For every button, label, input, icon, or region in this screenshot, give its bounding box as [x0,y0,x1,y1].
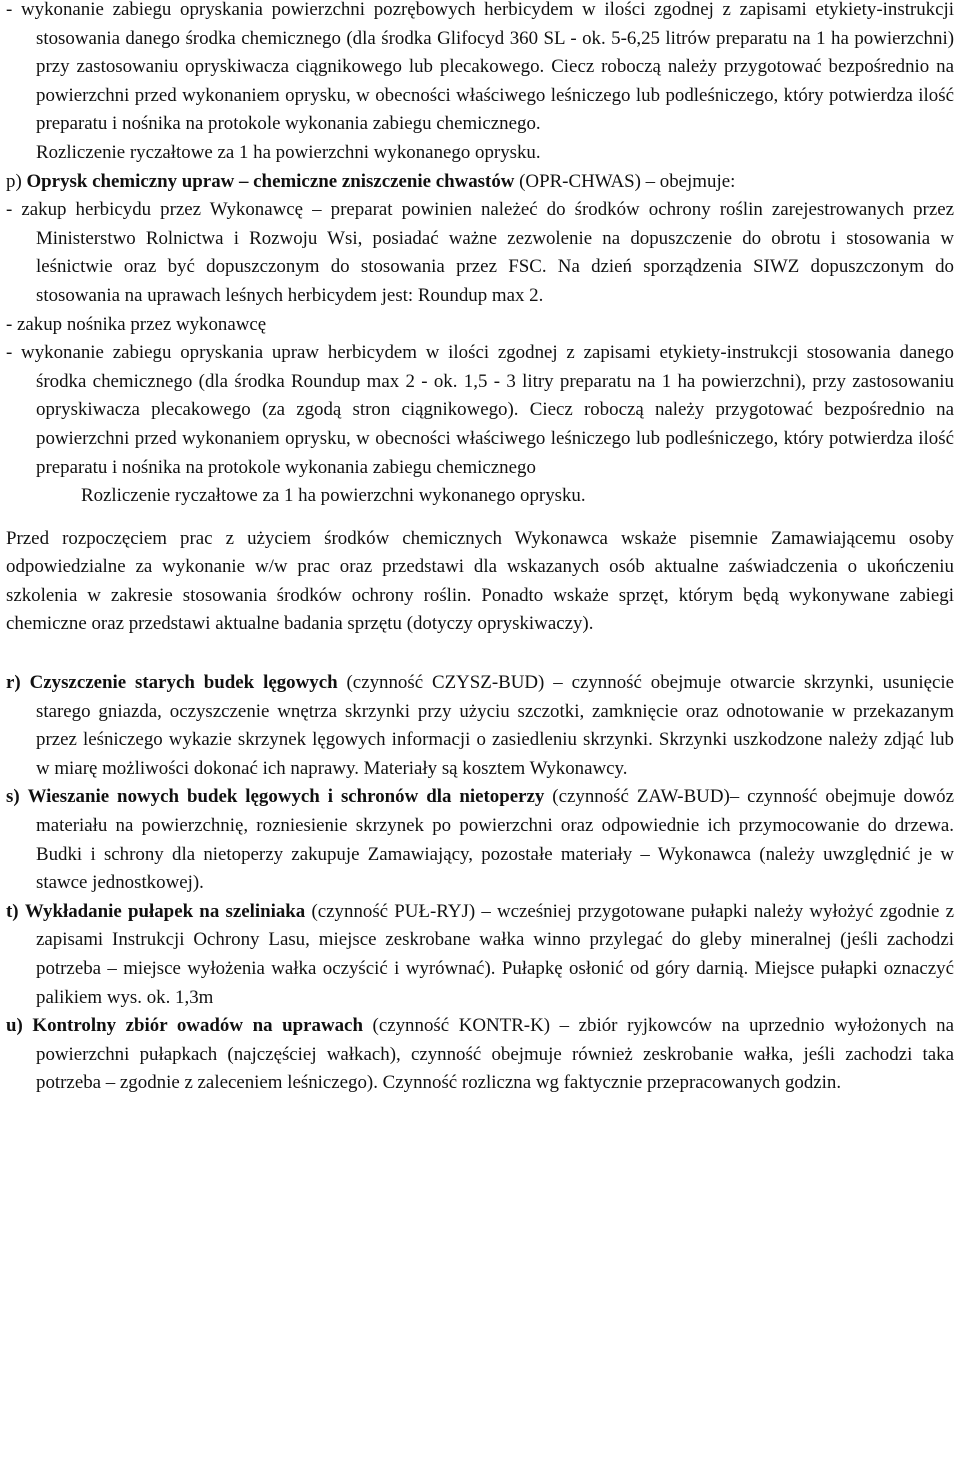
section-s-body: (czynność ZAW-BUD)– czynność obejmuje dowóz materiału na powierzchnię, rozniesienie skrzynek po powierzchni oraz odpowiednie ich przymocowanie do drzewa. Budki i schrony dla nietoperzy zakupuje Zamawiający, pozostałe materiały – Wykonawca (należy uwzględnić je w stawce jednostkowej). [36,786,954,894]
paragraph-glifocyd-spraying: - wykonanie zabiegu opryskania powierzchni pozrębowych herbicydem w ilości zgodnej z zapisami etykiety-instrukcji stosowania danego środka chemicznego (dla środka Glifocyd 360 SL - ok. 5-6,25 litrów preparatu na 1 ha powierzchni) przy zastosowaniu opryskiwacza ciągnikowego lub plecakowego. Ciecz roboczą należy przygotować bezpośrednio na powierzchni przed wykonaniem oprysku, w obecności właściwego leśniczego lub podleśniczego, który potwierdza ilość preparatu i nośnika na protokole wykonania zabiegu chemicznego. [6,0,954,135]
section-t-body: (czynność PUŁ-RYJ) – wcześniej przygotowane pułapki należy wyłożyć zgodnie z zapisami Instrukcji Ochrony Lasu, miejsce zeskrobane wałka winno przylegać do gleby mineralnej (jeśli zachodzi potrzeba – miejsce wyłożenia wałka oczyścić i wyrównać). Pułapkę osłonić od góry darnią. Miejsce pułapki oznaczyć palikiem wys. ok. 1,3m [36,900,954,1008]
section-p-item-carrier: - zakup nośnika przez wykonawcę [6,313,267,335]
section-p-item-herbicide: - zakup herbicydu przez Wykonawcę – preparat powinien należeć do środków ochrony roślin zarejestrowanych przez Ministerstwo Rolnictwa i Rozwoju Wsi, posiadać ważne zezwolenie na dopuszczenie do obrotu i stosowania w leśnictwie oraz być dopuszczonym do stosowania przez FSC. Na dzień sporządzenia SIWZ dopuszczonym do stosowania na uprawach leśnych herbicydem jest: Roundup max 2. [6,199,954,306]
settlement-line-1: Rozliczenie ryczałtowe za 1 ha powierzchni wykonanego oprysku. [36,141,541,163]
spacer [6,639,954,669]
section-t-title: Wykładanie pułapek na szeliniaka [24,900,306,922]
section-p-item-spraying: - wykonanie zabiegu opryskania upraw herbicydem w ilości zgodnej z zapisami etykiety-instrukcji stosowania danego środka chemicznego (dla środka Roundup max 2 - ok. 1,5 - 3 litry preparatu na 1 ha powierzchni), przy zastosowaniu opryskiwacza plecakowego (za zgodą stron ciągnikowego). Ciecz roboczą należy przygotować bezpośrednio na powierzchni przed wykonaniem oprysku, w obecności właściwego leśniczego lub podleśniczego, który potwierdza ilość preparatu i nośnika na protokole wykonania zabiegu chemicznego [6,342,954,478]
section-u-title: Kontrolny zbiór owadów na uprawach [32,1015,363,1037]
chemical-notice-paragraph: Przed rozpoczęciem prac z użyciem środków chemicznych Wykonawca wskaże pisemnie Zamawiającemu osoby odpowiedzialne za wykonanie w/w prac oraz przedstawi dla wskazanych osób aktualne zaświadczenia o ukończeniu szkolenia w zakresie stosowania środków ochrony roślin. Ponadto wskaże sprzęt, którym będą wykonywane zabiegi chemiczne oraz przedstawi aktualne badania sprzętu (dotyczy opryskiwaczy). [6,527,954,635]
section-p [6,168,954,197]
section-u-letter: u) [6,1015,23,1037]
settlement-line-2: Rozliczenie ryczałtowe za 1 ha powierzchni wykonanego oprysku. [81,485,586,507]
section-t [6,898,954,1012]
section-s-title: Wieszanie nowych budek lęgowych i schronów dla nietoperzy [27,786,545,808]
section-r-letter: r) [6,672,21,694]
section-p-letter: p) [6,170,22,192]
section-r-title: Czyszczenie starych budek lęgowych [29,672,338,694]
section-r-body: (czynność CZYSZ-BUD) – czynność obejmuje otwarcie skrzynki, usunięcie starego gniazda, oczyszczenie wnętrza skrzynki przy użyciu szczotki, zamknięcie oraz odnotowanie w przekazanym przez leśniczego wykazie skrzynek lęgowych informacji o zasiedleniu skrzynki. Skrzynki uszkodzone należy zdjąć lub w miarę możliwości dokonać ich naprawy. Materiały są kosztem Wykonawcy. [36,672,954,779]
section-s [6,783,954,897]
section-p-title: Oprysk chemiczny upraw – chemiczne zniszczenie chwastów [26,170,515,192]
section-u-body: (czynność KONTR-K) – zbiór ryjkowców na uprzednio wyłożonych na powierzchni pułapkach (najczęściej wałkach), czynność obejmuje również zeskrobanie wałka, jeśli zachodzi taka potrzeba – zgodnie z zaleceniem leśniczego). Czynność rozliczna wg faktycznie przepracowanych godzin. [36,1015,954,1094]
section-p-intro: (OPR-CHWAS) – obejmuje: [514,170,736,192]
section-s-letter: s) [6,786,20,808]
spacer [6,511,954,525]
section-r [6,669,954,783]
section-u [6,1012,954,1098]
section-t-letter: t) [6,900,19,922]
